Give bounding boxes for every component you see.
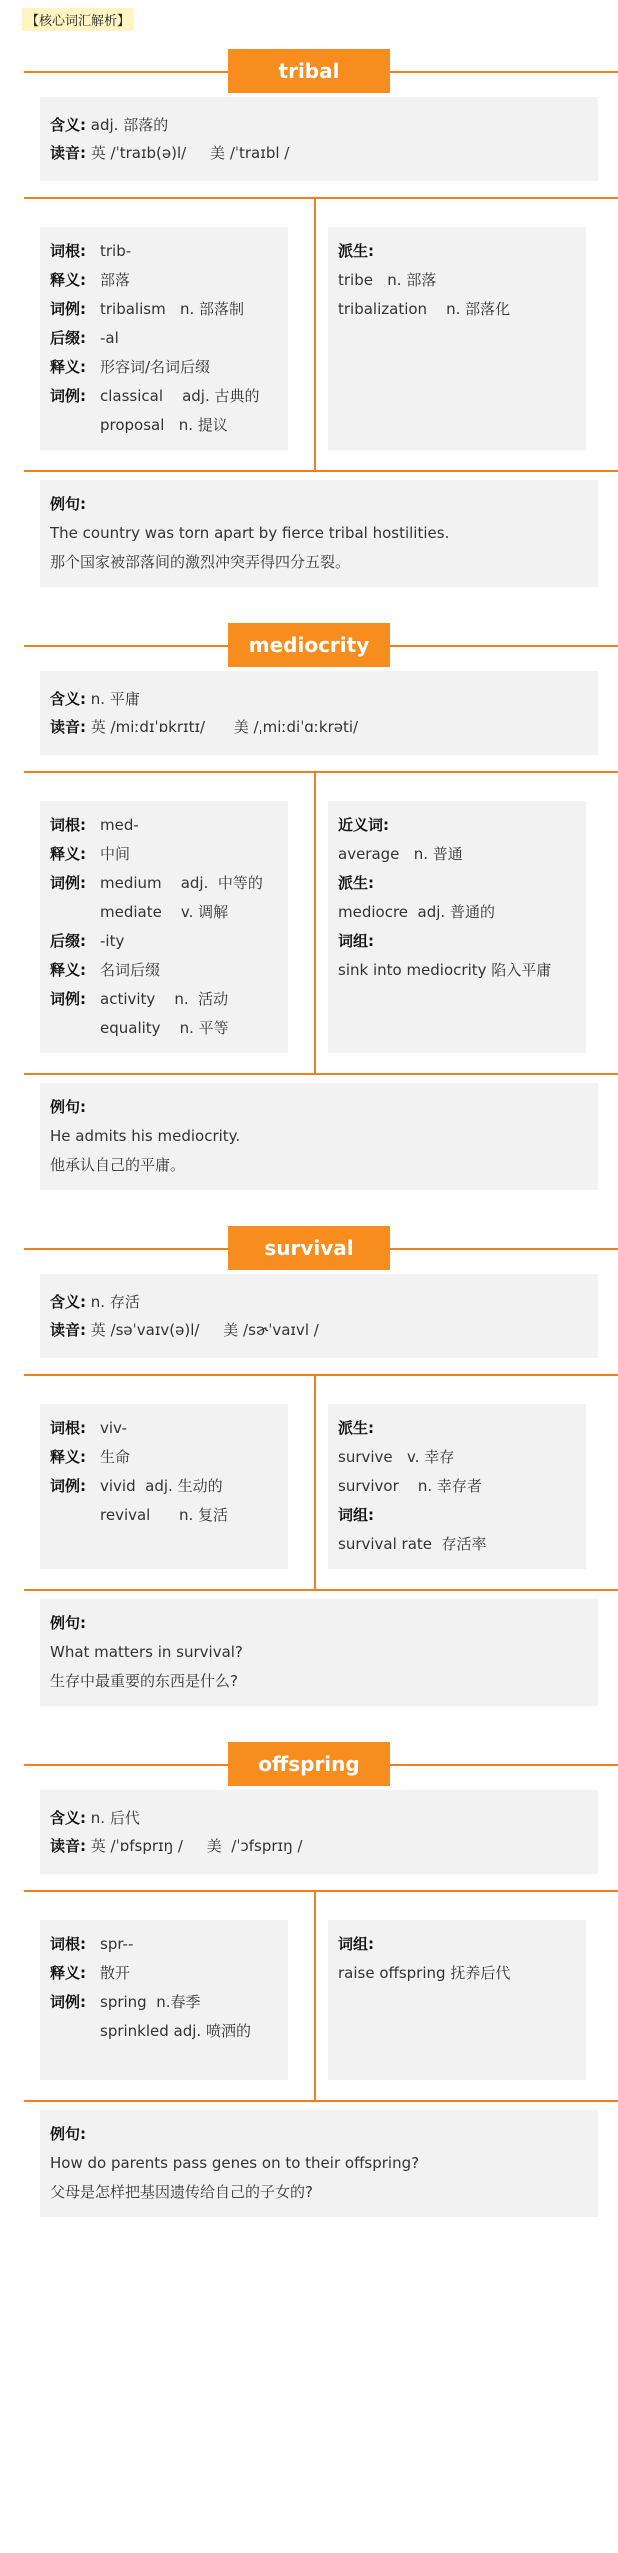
etymology-column	[40, 1920, 288, 2080]
example-chinese: 父母是怎样把基因遗传给自己的子女的?	[50, 2183, 313, 2201]
example-label: 例句:	[50, 495, 86, 513]
detail-row	[338, 1501, 576, 1530]
detail-value: mediate v. 调解	[100, 903, 229, 921]
detail-key: 词根:	[50, 242, 86, 260]
example-chinese: 那个国家被部落间的激烈冲突弄得四分五裂。	[50, 553, 351, 571]
detail-value: tribalism n. 部落制	[100, 300, 245, 318]
etymology-column	[40, 227, 288, 450]
meaning-label: 含义:	[50, 116, 86, 134]
example-label: 例句:	[50, 1614, 86, 1632]
detail-value	[374, 927, 576, 956]
derivation-column	[328, 801, 586, 1053]
meaning-box	[40, 671, 598, 755]
detail-row	[338, 956, 576, 985]
meaning-text: n. 平庸	[90, 690, 140, 708]
word-block	[0, 615, 618, 1190]
etymology-column	[40, 1404, 288, 1569]
meaning-text: n. 后代	[90, 1809, 140, 1827]
example-chinese: 他承认自己的平庸。	[50, 1156, 186, 1174]
word-header	[0, 615, 618, 671]
detail-value	[389, 811, 576, 840]
word-block	[0, 1734, 618, 2217]
detail-row	[50, 1930, 278, 1959]
detail-value: tribe n. 部落	[338, 271, 437, 289]
detail-row	[338, 811, 576, 840]
word-title: survival	[228, 1226, 390, 1270]
etymology-column	[40, 801, 288, 1053]
detail-key	[50, 898, 100, 927]
detail-columns	[24, 199, 618, 470]
detail-row	[50, 1472, 278, 1501]
detail-key	[50, 411, 100, 440]
detail-key: 派生:	[338, 242, 374, 260]
column-divider	[314, 1892, 316, 2100]
detail-value: proposal n. 提议	[100, 416, 228, 434]
detail-row	[338, 1959, 576, 1988]
detail-value: med-	[100, 816, 139, 834]
detail-value: equality n. 平等	[100, 1019, 229, 1037]
detail-value: survival rate 存活率	[338, 1535, 487, 1553]
detail-row	[50, 1014, 278, 1043]
detail-row	[338, 1443, 576, 1472]
example-label: 例句:	[50, 2125, 86, 2143]
detail-row	[338, 1472, 576, 1501]
detail-key: 词例:	[50, 874, 86, 892]
detail-row	[338, 898, 576, 927]
example-english: What matters in survival?	[50, 1643, 243, 1661]
detail-value: spr--	[100, 1935, 134, 1953]
divider	[24, 1073, 618, 1075]
meaning-label: 含义:	[50, 1809, 86, 1827]
example-english: The country was torn apart by fierce tribal hostilities.	[50, 524, 450, 542]
word-title: tribal	[228, 49, 390, 93]
detail-row	[338, 869, 576, 898]
detail-value: activity n. 活动	[100, 990, 229, 1008]
detail-value: 散开	[100, 1964, 131, 1982]
detail-row	[50, 411, 278, 440]
column-divider	[314, 199, 316, 470]
detail-row	[338, 1930, 576, 1959]
detail-value: sprinkled adj. 喷洒的	[100, 2022, 251, 2040]
detail-value: trib-	[100, 242, 132, 260]
detail-value	[374, 237, 576, 266]
detail-value: viv-	[100, 1419, 127, 1437]
detail-value: vivid adj. 生动的	[100, 1477, 223, 1495]
detail-value: 中间	[100, 845, 131, 863]
derivation-column	[328, 1404, 586, 1569]
detail-value: revival n. 复活	[100, 1506, 228, 1524]
detail-key: 词例:	[50, 300, 86, 318]
meaning-text: adj. 部落的	[90, 116, 169, 134]
detail-value: 名词后缀	[100, 961, 161, 979]
detail-key: 后缀:	[50, 932, 86, 950]
detail-key: 词组:	[338, 1506, 374, 1524]
example-label: 例句:	[50, 1098, 86, 1116]
detail-value: raise offspring 抚养后代	[338, 1964, 511, 1982]
reading-label: 读音:	[50, 1321, 86, 1339]
detail-key: 派生:	[338, 874, 374, 892]
detail-columns	[24, 1376, 618, 1589]
detail-row	[50, 1988, 278, 2017]
divider	[24, 470, 618, 472]
detail-key: 释义:	[50, 358, 86, 376]
divider	[24, 2100, 618, 2102]
detail-key: 词例:	[50, 990, 86, 1008]
detail-value	[374, 869, 576, 898]
detail-value: tribalization n. 部落化	[338, 300, 511, 318]
example-chinese: 生存中最重要的东西是什么?	[50, 1672, 238, 1690]
detail-value: 形容词/名词后缀	[100, 358, 211, 376]
detail-row	[50, 898, 278, 927]
detail-key: 词根:	[50, 1935, 86, 1953]
detail-value: survivor n. 幸存者	[338, 1477, 482, 1495]
example-english: He admits his mediocrity.	[50, 1127, 241, 1145]
detail-row	[50, 869, 278, 898]
detail-key: 词根:	[50, 1419, 86, 1437]
detail-row	[50, 1959, 278, 1988]
detail-row	[50, 295, 278, 324]
meaning-label: 含义:	[50, 690, 86, 708]
detail-value: medium adj. 中等的	[100, 874, 263, 892]
detail-value: classical adj. 古典的	[100, 387, 260, 405]
detail-columns	[24, 773, 618, 1073]
meaning-box	[40, 1790, 598, 1874]
detail-key: 词组:	[338, 932, 374, 950]
detail-key: 后缀:	[50, 329, 86, 347]
detail-key: 词例:	[50, 1477, 86, 1495]
detail-value	[374, 1501, 576, 1530]
reading-label: 读音:	[50, 718, 86, 736]
detail-row	[338, 1530, 576, 1559]
detail-row	[50, 1501, 278, 1530]
meaning-text: n. 存活	[90, 1293, 140, 1311]
reading-label: 读音:	[50, 144, 86, 162]
detail-key	[50, 1014, 100, 1043]
derivation-column	[328, 227, 586, 450]
detail-value: spring n.春季	[100, 1993, 201, 2011]
meaning-box	[40, 1274, 598, 1358]
detail-key: 词例:	[50, 1993, 86, 2011]
detail-row	[50, 985, 278, 1014]
detail-row	[50, 927, 278, 956]
detail-row	[50, 1443, 278, 1472]
derivation-column	[328, 1920, 586, 2080]
meaning-label: 含义:	[50, 1293, 86, 1311]
detail-row	[50, 2017, 278, 2046]
detail-row	[50, 382, 278, 411]
detail-key	[50, 2017, 100, 2046]
detail-columns	[24, 1892, 618, 2100]
detail-row	[50, 840, 278, 869]
detail-row	[338, 927, 576, 956]
detail-key: 释义:	[50, 1448, 86, 1466]
word-header	[0, 41, 618, 97]
detail-key	[50, 1501, 100, 1530]
pronunciation: 英 /səˈvaɪv(ə)l/ 美 /sɚˈvaɪvl /	[90, 1321, 319, 1339]
detail-row	[338, 1414, 576, 1443]
word-title: mediocrity	[228, 623, 390, 667]
example-english: How do parents pass genes on to their offspring?	[50, 2154, 420, 2172]
word-header	[0, 1218, 618, 1274]
detail-value: mediocre adj. 普通的	[338, 903, 495, 921]
detail-value: average n. 普通	[338, 845, 463, 863]
detail-key: 近义词:	[338, 816, 389, 834]
detail-value: -al	[100, 329, 119, 347]
detail-row	[50, 956, 278, 985]
divider	[24, 1589, 618, 1591]
detail-row	[50, 1414, 278, 1443]
detail-value: survive v. 幸存	[338, 1448, 455, 1466]
column-divider	[314, 1376, 316, 1589]
detail-row	[50, 324, 278, 353]
detail-key: 释义:	[50, 961, 86, 979]
detail-value: sink into mediocrity 陷入平庸	[338, 961, 552, 979]
pronunciation: 英 /ˈtraɪb(ə)l/ 美 /ˈtraɪbl /	[90, 144, 290, 162]
detail-row	[338, 237, 576, 266]
detail-value: 部落	[100, 271, 131, 289]
detail-key: 词根:	[50, 816, 86, 834]
reading-label: 读音:	[50, 1837, 86, 1855]
detail-row	[50, 353, 278, 382]
detail-key: 释义:	[50, 845, 86, 863]
detail-value: 生命	[100, 1448, 131, 1466]
detail-row	[50, 811, 278, 840]
word-block	[0, 41, 618, 587]
detail-row	[50, 237, 278, 266]
detail-key: 词组:	[338, 1935, 374, 1953]
detail-value: -ity	[100, 932, 125, 950]
detail-row	[338, 266, 576, 295]
detail-key: 释义:	[50, 1964, 86, 1982]
word-title: offspring	[228, 1742, 390, 1786]
example-box	[40, 480, 598, 587]
detail-key: 释义:	[50, 271, 86, 289]
word-header	[0, 1734, 618, 1790]
detail-key: 派生:	[338, 1419, 374, 1437]
column-divider	[314, 773, 316, 1073]
example-box	[40, 2110, 598, 2217]
section-tag: 【核心词汇解析】	[22, 8, 134, 31]
detail-key: 词例:	[50, 387, 86, 405]
pronunciation: 英 /ˈɒfsprɪŋ / 美 /ˈɔfsprɪŋ /	[90, 1837, 303, 1855]
example-box	[40, 1599, 598, 1706]
example-box	[40, 1083, 598, 1190]
detail-value	[374, 1414, 576, 1443]
pronunciation: 英 /miːdɪˈɒkrɪtɪ/ 美 /ˌmiːdiˈɑːkrəti/	[90, 718, 359, 736]
detail-row	[338, 295, 576, 324]
detail-value	[374, 1930, 576, 1959]
meaning-box	[40, 97, 598, 181]
detail-row	[338, 840, 576, 869]
detail-row	[50, 266, 278, 295]
word-block	[0, 1218, 618, 1706]
